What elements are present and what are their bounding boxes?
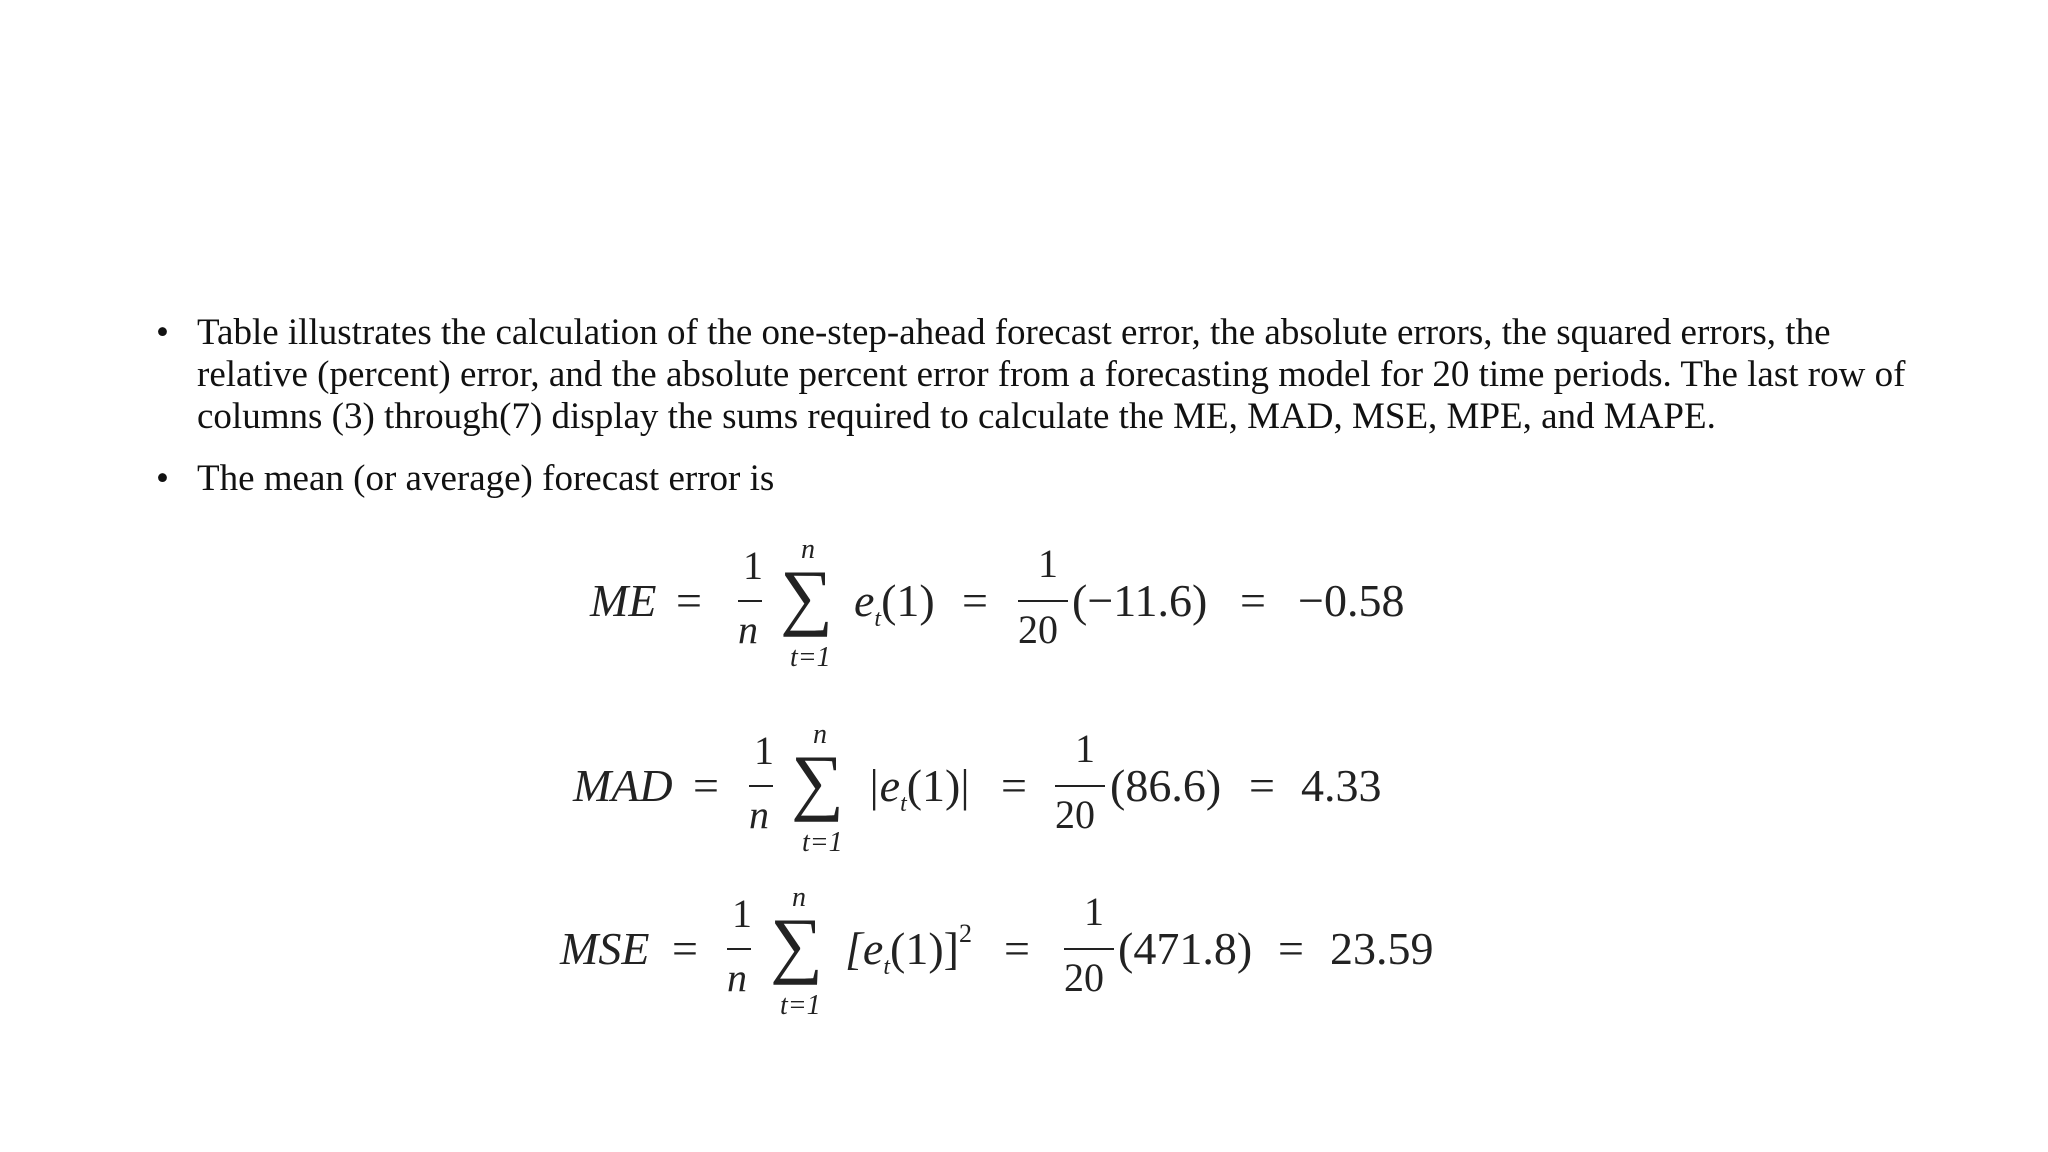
fraction-numerator: 1	[754, 728, 774, 773]
sigma-icon: ∑	[780, 556, 833, 638]
sum-upper-limit: n	[801, 534, 815, 565]
formula-lhs: MSE	[560, 923, 650, 974]
formula-result: −0.58	[1298, 575, 1405, 626]
term-subscript: t	[900, 791, 907, 817]
term	[867, 760, 970, 817]
sigma-icon: ∑	[791, 741, 844, 823]
fraction-numerator: 1	[1075, 726, 1095, 771]
bullet-dot: •	[156, 458, 169, 499]
term-subscript: t	[883, 954, 890, 980]
fraction-bar	[727, 948, 751, 950]
term-arg: (1)	[881, 575, 935, 626]
bullet-item-table-description	[150, 312, 1930, 438]
fraction-denominator: n	[727, 955, 747, 1000]
formula-equals: =	[1001, 760, 1027, 811]
term	[854, 575, 935, 632]
fraction-denominator: n	[738, 607, 758, 652]
formula-equals: =	[1249, 760, 1275, 811]
term-base: |e	[867, 760, 901, 811]
bullet-dot: •	[156, 312, 169, 353]
sum-lower-limit: t=1	[790, 642, 831, 673]
formula-mse	[560, 882, 1460, 1028]
formula-equals: =	[1004, 923, 1030, 974]
term-subscript: t	[874, 606, 882, 632]
fraction-bar	[738, 600, 762, 602]
term-arg: (1)]	[890, 923, 959, 974]
fraction-bar	[1018, 600, 1068, 602]
fraction-denominator: 20	[1064, 955, 1104, 1000]
fraction-bar	[749, 785, 773, 787]
sum-upper-limit: n	[792, 882, 806, 913]
formula-equals: =	[962, 575, 988, 626]
sum-value: (471.8)	[1118, 923, 1253, 974]
formula-equals: =	[693, 760, 719, 811]
fraction-bar	[1064, 948, 1114, 950]
formula-equals: =	[1278, 923, 1304, 974]
formula-me	[590, 534, 1450, 680]
formula-mad	[573, 719, 1433, 865]
term-base: [e	[845, 923, 884, 974]
fraction-numerator: 1	[743, 543, 763, 588]
sum-lower-limit: t=1	[780, 990, 821, 1021]
formula-equals: =	[672, 923, 698, 974]
fraction-numerator: 1	[732, 891, 752, 936]
formula-equals: =	[676, 575, 702, 626]
bullet-list	[150, 312, 1930, 520]
sum-upper-limit: n	[813, 719, 827, 750]
fraction-denominator: 20	[1018, 607, 1058, 652]
fraction-numerator: 1	[1038, 541, 1058, 586]
fraction-bar	[1055, 785, 1105, 787]
fraction-numerator: 1	[1084, 889, 1104, 934]
formula-equals: =	[1240, 575, 1266, 626]
sum-value: (−11.6)	[1072, 575, 1208, 626]
sum-lower-limit: t=1	[802, 827, 843, 858]
bullet-text: The mean (or average) forecast error is	[197, 458, 775, 499]
fraction-denominator: n	[749, 792, 769, 837]
sum-value: (86.6)	[1110, 760, 1222, 811]
bullet-item-mean-error	[150, 458, 1930, 500]
formula-lhs: ME	[590, 575, 657, 626]
term-superscript: 2	[958, 918, 972, 948]
fraction-denominator: 20	[1055, 792, 1095, 837]
term	[845, 918, 972, 980]
formula-lhs: MAD	[573, 760, 673, 811]
formula-result: 4.33	[1301, 760, 1382, 811]
sigma-icon: ∑	[770, 904, 823, 986]
formula-result: 23.59	[1330, 923, 1434, 974]
bullet-text: Table illustrates the calculation of the one-step-ahead forecast error, the absolute errors, the squared errors, the relative (percent) error, and the absolute percent error from a forecasting model for 20 time periods. The last row of columns (3) through(7) display the sums required to calculate the ME, MAD, MSE, MPE, and MAPE.	[197, 312, 1906, 437]
term-base: e	[854, 575, 875, 626]
term-arg: (1)|	[906, 760, 970, 811]
